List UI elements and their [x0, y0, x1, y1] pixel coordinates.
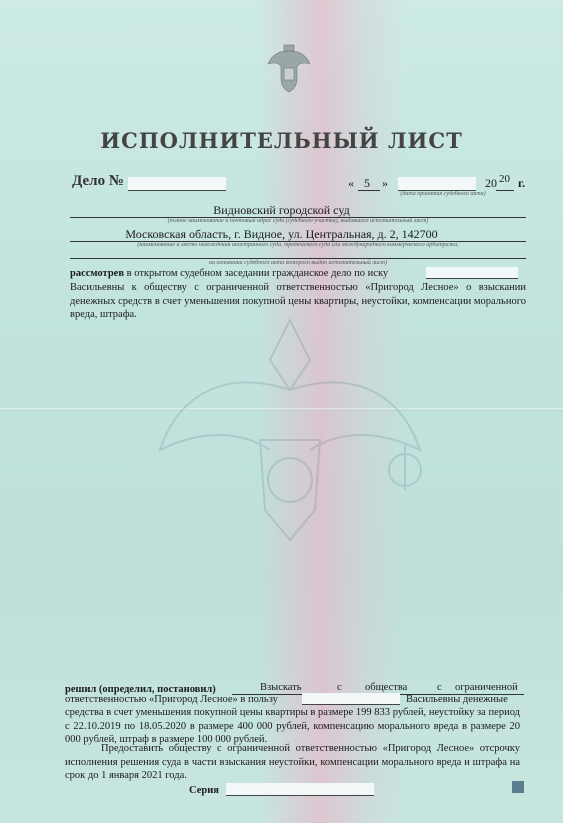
document-title: ИСПОЛНИТЕЛЬНЫЙ ЛИСТ [100, 128, 463, 153]
decision-line-2-end: Васильевны денежные [406, 694, 508, 705]
date-year-unit: г. [518, 176, 526, 190]
court-caption: (полное наименование и почтовый адрес суда (судебного участка), выдавшего исполнительный лист) [167, 218, 429, 224]
case-number-redacted [128, 177, 226, 191]
decision-text: средства в счет уменьшения покупной цены квартиры в размере 199 833 рублей, неустойку за период с 22.10.2019 по 18.05.2020 в размере 400 000 рублей, компенсацию морального вреда в размере 20 000 рублей, штраф в размере 100 000 рублей. [65, 707, 520, 745]
decision-word-5: ограниченной [455, 682, 518, 693]
decision-word-3: общества [365, 682, 408, 693]
date-day: 5 [364, 176, 370, 190]
decision-line-2-start: ответственностью «Пригород Лесное» в пользу [65, 694, 278, 705]
considered-label: рассмотрев [70, 268, 124, 279]
date-day-underline [358, 190, 380, 191]
decision-word-1: Взыскать [260, 682, 302, 693]
deferral-text: Предоставить обществу с ограниченной ответственностью «Пригород Лесное» отсрочку исполнения решения суда в части взыскания неустойки, компенсации морального вреда и штрафа на срок до 1 января 2021 года. [65, 743, 520, 781]
plaintiff-name-redacted [426, 267, 518, 279]
decision-word-2: с [337, 682, 342, 693]
form-mark [512, 781, 524, 793]
date-close-quote: » [382, 176, 388, 190]
date-caption: (дата принятия судебного акта) [400, 191, 486, 197]
date-open-quote: « [348, 176, 354, 190]
claim-description: Васильевны к обществу с ограниченной ответственностью «Пригород Лесное» о взыскании денежных средств в счет уменьшения покупной цены квартиры, неустойки, компенсации морального вреда, штрафа. [70, 282, 526, 320]
series-number-redacted [226, 783, 374, 796]
date-month-redacted [398, 177, 476, 191]
considered-text: в открытом судебном заседании гражданское дело по иску [126, 268, 389, 279]
case-number-label: Дело № [72, 173, 124, 189]
coat-of-arms-emblem [266, 44, 312, 94]
coat-of-arms-watermark [140, 300, 440, 560]
date-year-prefix: 20 [485, 176, 497, 190]
date-year-suffix: 20 [499, 173, 510, 185]
court-name: Видновский городской суд [213, 203, 350, 217]
court-address: Московская область, г. Видное, ул. Центральная, д. 2, 142700 [125, 227, 438, 241]
date-year-underline [496, 190, 514, 191]
decision-word-4: с [437, 682, 442, 693]
basis-caption: на основании судебного акта которого выдан исполнительный лист) [209, 260, 387, 266]
series-label: Серия [189, 785, 219, 796]
decided-label: решил (определил, постановил) [65, 684, 216, 695]
basis-underline [70, 258, 526, 259]
foreign-court-caption: (наименование и место нахождения иностранного суда, третейского суда или международного коммерческого арбитража, [137, 242, 459, 248]
recipient-name-redacted [302, 693, 400, 705]
